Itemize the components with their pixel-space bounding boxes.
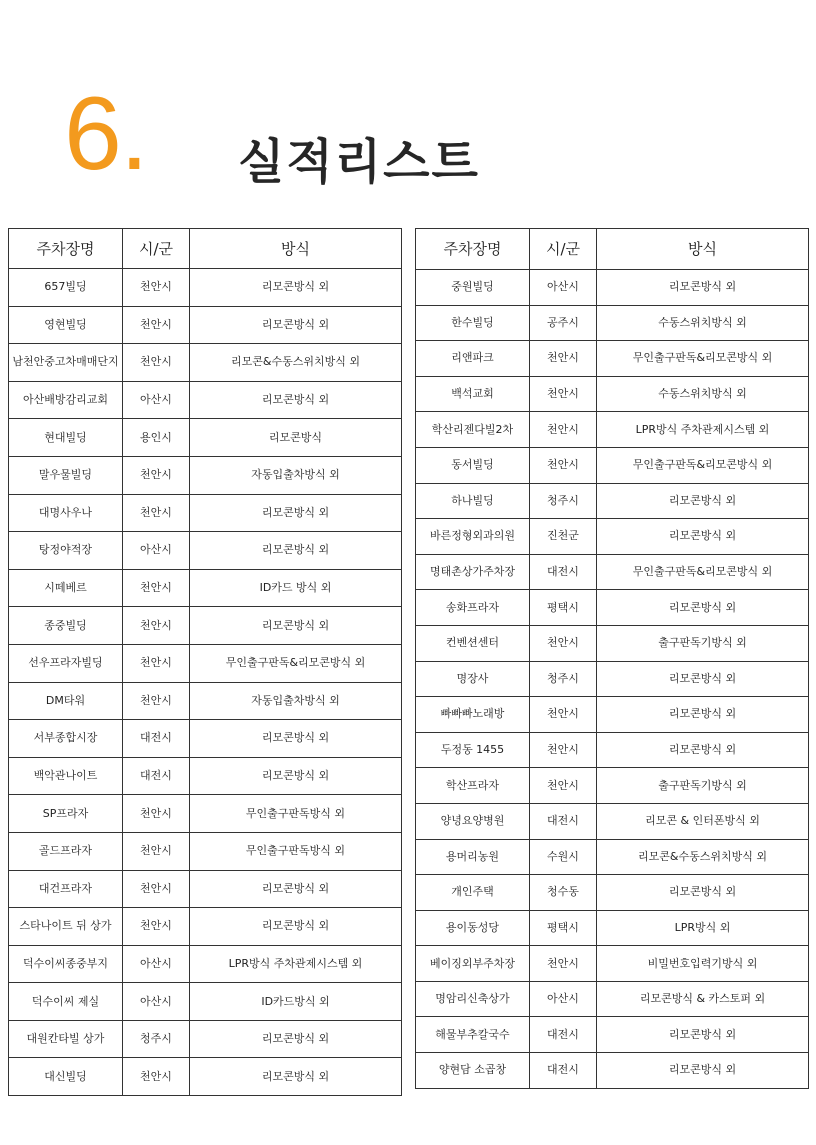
- method-cell: 수동스위치방식 외: [597, 305, 809, 341]
- city-cell: 천안시: [123, 344, 190, 382]
- table-row: [416, 875, 809, 911]
- parking-name-cell: 한수빌딩: [416, 305, 530, 341]
- city-cell: 청주시: [530, 483, 597, 519]
- table-row: [9, 682, 402, 720]
- method-cell: 리모콘방식 외: [597, 661, 809, 697]
- parking-name-cell: 용머리농원: [416, 839, 530, 875]
- city-cell: 천안시: [530, 768, 597, 804]
- method-cell: 리모콘방식 외: [597, 590, 809, 626]
- parking-name-cell: 대명사우나: [9, 494, 123, 532]
- city-cell: 천안시: [530, 447, 597, 483]
- table-row: [9, 607, 402, 645]
- header-row: [9, 229, 402, 269]
- table-row: [416, 519, 809, 555]
- table-row: [9, 795, 402, 833]
- parking-name-cell: 덕수이씨 제실: [9, 983, 123, 1021]
- parking-name-cell: 대신빌딩: [9, 1058, 123, 1096]
- method-cell: 리모콘방식 외: [190, 1058, 402, 1096]
- table-row: [416, 341, 809, 377]
- method-cell: 비밀번호입력기방식 외: [597, 946, 809, 982]
- parking-name-cell: 현대빌딩: [9, 419, 123, 457]
- city-cell: 천안시: [530, 341, 597, 377]
- parking-name-cell: 백석교회: [416, 376, 530, 412]
- method-cell: 무인출구판독방식 외: [190, 795, 402, 833]
- city-cell: 진천군: [530, 519, 597, 555]
- city-cell: 천안시: [530, 732, 597, 768]
- header-city: 시/군: [530, 229, 597, 270]
- method-cell: ID카드 방식 외: [190, 569, 402, 607]
- city-cell: 평택시: [530, 590, 597, 626]
- method-cell: 리모콘&수동스위치방식 외: [190, 344, 402, 382]
- method-cell: LPR방식 외: [597, 910, 809, 946]
- table-row: [9, 832, 402, 870]
- method-cell: 리모콘방식 외: [597, 1017, 809, 1053]
- method-cell: 리모콘방식 외: [190, 532, 402, 570]
- parking-name-cell: 송화프라자: [416, 590, 530, 626]
- table-row: [416, 625, 809, 661]
- city-cell: 천안시: [530, 625, 597, 661]
- table-row: [9, 344, 402, 382]
- method-cell: 리모콘방식 외: [190, 757, 402, 795]
- parking-name-cell: 덕수이씨종중부지: [9, 945, 123, 983]
- city-cell: 천안시: [123, 644, 190, 682]
- table-row: [416, 412, 809, 448]
- parking-name-cell: 종중빌딩: [9, 607, 123, 645]
- city-cell: 천안시: [123, 1058, 190, 1096]
- method-cell: 출구판독기방식 외: [597, 625, 809, 661]
- table-row: [416, 697, 809, 733]
- city-cell: 수원시: [530, 839, 597, 875]
- city-cell: 대전시: [123, 757, 190, 795]
- parking-name-cell: SP프라자: [9, 795, 123, 833]
- parking-name-cell: 대건프라자: [9, 870, 123, 908]
- table-row: [416, 661, 809, 697]
- table-row: [416, 768, 809, 804]
- method-cell: 무인출구판독&리모콘방식 외: [597, 341, 809, 377]
- method-cell: 무인출구판독&리모콘방식 외: [597, 447, 809, 483]
- method-cell: 출구판독기방식 외: [597, 768, 809, 804]
- parking-name-cell: 영현빌딩: [9, 306, 123, 344]
- method-cell: 리모콘방식 외: [597, 697, 809, 733]
- parking-name-cell: 두정동 1455: [416, 732, 530, 768]
- parking-name-cell: 시떼베르: [9, 569, 123, 607]
- header-city: 시/군: [123, 229, 190, 269]
- parking-name-cell: 서부종합시장: [9, 720, 123, 758]
- parking-name-cell: 말우물빌딩: [9, 456, 123, 494]
- method-cell: 자동입출차방식 외: [190, 456, 402, 494]
- method-cell: 무인출구판독&리모콘방식 외: [190, 644, 402, 682]
- table-row: [9, 306, 402, 344]
- table-row: [9, 569, 402, 607]
- table-row: [416, 910, 809, 946]
- table-row: [9, 644, 402, 682]
- parking-name-cell: 바른정형외과의원: [416, 519, 530, 555]
- city-cell: 천안시: [530, 412, 597, 448]
- city-cell: 용인시: [123, 419, 190, 457]
- city-cell: 천안시: [123, 569, 190, 607]
- parking-name-cell: 남천안중고차매매단지: [9, 344, 123, 382]
- table-row: [416, 732, 809, 768]
- table-row: [416, 447, 809, 483]
- table-row: [9, 1020, 402, 1058]
- method-cell: 리모콘방식 외: [597, 732, 809, 768]
- city-cell: 아산시: [123, 381, 190, 419]
- parking-name-cell: 대원칸타빌 상가: [9, 1020, 123, 1058]
- city-cell: 대전시: [530, 1053, 597, 1089]
- method-cell: 리모콘방식: [190, 419, 402, 457]
- city-cell: 천안시: [123, 494, 190, 532]
- method-cell: 리모콘&수동스위치방식 외: [597, 839, 809, 875]
- method-cell: 무인출구판독&리모콘방식 외: [597, 554, 809, 590]
- city-cell: 평택시: [530, 910, 597, 946]
- city-cell: 청주시: [530, 661, 597, 697]
- city-cell: 천안시: [530, 946, 597, 982]
- method-cell: 리모콘방식 외: [190, 870, 402, 908]
- table-row: [9, 757, 402, 795]
- method-cell: 리모콘방식 외: [597, 875, 809, 911]
- parking-name-cell: 657빌딩: [9, 269, 123, 307]
- city-cell: 천안시: [123, 456, 190, 494]
- parking-name-cell: 베이징외부주차장: [416, 946, 530, 982]
- method-cell: 리모콘방식 외: [190, 908, 402, 946]
- parking-name-cell: 골드프라자: [9, 832, 123, 870]
- table-row: [9, 945, 402, 983]
- table-row: [9, 269, 402, 307]
- header-parking-name: 주차장명: [416, 229, 530, 270]
- method-cell: 리모콘방식 외: [597, 1053, 809, 1089]
- parking-name-cell: 양현담 소곱창: [416, 1053, 530, 1089]
- method-cell: LPR방식 주차관제시스템 외: [597, 412, 809, 448]
- city-cell: 대전시: [123, 720, 190, 758]
- parking-name-cell: 빠빠빠노래방: [416, 697, 530, 733]
- parking-name-cell: 명태촌상가주차장: [416, 554, 530, 590]
- table-row: [416, 1053, 809, 1089]
- method-cell: 리모콘방식 외: [597, 519, 809, 555]
- method-cell: 수동스위치방식 외: [597, 376, 809, 412]
- header-method: 방식: [190, 229, 402, 269]
- header-row: [416, 229, 809, 270]
- header-parking-name: 주차장명: [9, 229, 123, 269]
- city-cell: 청수동: [530, 875, 597, 911]
- method-cell: 자동입출차방식 외: [190, 682, 402, 720]
- city-cell: 천안시: [123, 306, 190, 344]
- parking-name-cell: 용이동성당: [416, 910, 530, 946]
- city-cell: 아산시: [123, 532, 190, 570]
- method-cell: 리모콘방식 외: [190, 381, 402, 419]
- method-cell: 리모콘방식 외: [190, 306, 402, 344]
- table-row: [9, 419, 402, 457]
- city-cell: 천안시: [123, 832, 190, 870]
- city-cell: 아산시: [123, 983, 190, 1021]
- table-row: [416, 803, 809, 839]
- method-cell: 리모콘방식 외: [190, 607, 402, 645]
- parking-name-cell: 중원빌딩: [416, 270, 530, 306]
- parking-name-cell: 명장사: [416, 661, 530, 697]
- method-cell: 무인출구판독방식 외: [190, 832, 402, 870]
- header-method: 방식: [597, 229, 809, 270]
- parking-name-cell: 리앤파크: [416, 341, 530, 377]
- method-cell: 리모콘 & 인터폰방식 외: [597, 803, 809, 839]
- parking-name-cell: 개인주택: [416, 875, 530, 911]
- parking-name-cell: 학산리젠다빌2차: [416, 412, 530, 448]
- city-cell: 아산시: [123, 945, 190, 983]
- table-row: [416, 981, 809, 1017]
- page-title: 실적리스트: [238, 134, 480, 190]
- parking-name-cell: 하나빌딩: [416, 483, 530, 519]
- city-cell: 대전시: [530, 1017, 597, 1053]
- city-cell: 천안시: [123, 795, 190, 833]
- table-row: [9, 983, 402, 1021]
- table-row: [9, 456, 402, 494]
- city-cell: 대전시: [530, 554, 597, 590]
- table-row: [9, 870, 402, 908]
- results-table-left: [8, 228, 402, 1096]
- method-cell: 리모콘방식 외: [190, 494, 402, 532]
- table-row: [416, 376, 809, 412]
- parking-name-cell: 동서빌딩: [416, 447, 530, 483]
- parking-name-cell: 스타나이트 뒤 상가: [9, 908, 123, 946]
- table-row: [416, 270, 809, 306]
- city-cell: 대전시: [530, 803, 597, 839]
- section-number: 6.: [64, 76, 147, 192]
- parking-name-cell: 백악관나이트: [9, 757, 123, 795]
- city-cell: 천안시: [123, 269, 190, 307]
- table-row: [9, 494, 402, 532]
- parking-name-cell: 아산배방감리교회: [9, 381, 123, 419]
- parking-name-cell: 명암리신축상가: [416, 981, 530, 1017]
- method-cell: 리모콘방식 외: [597, 483, 809, 519]
- city-cell: 천안시: [530, 697, 597, 733]
- city-cell: 천안시: [530, 376, 597, 412]
- method-cell: 리모콘방식 외: [190, 1020, 402, 1058]
- table-row: [416, 554, 809, 590]
- parking-name-cell: 양녕요양병원: [416, 803, 530, 839]
- table-row: [9, 532, 402, 570]
- table-row: [416, 946, 809, 982]
- table-row: [9, 381, 402, 419]
- table-row: [416, 590, 809, 626]
- parking-name-cell: 해물부추칼국수: [416, 1017, 530, 1053]
- method-cell: LPR방식 주차관제시스템 외: [190, 945, 402, 983]
- table-row: [9, 720, 402, 758]
- method-cell: 리모콘방식 외: [190, 269, 402, 307]
- method-cell: ID카드방식 외: [190, 983, 402, 1021]
- table-row: [416, 839, 809, 875]
- method-cell: 리모콘방식 외: [190, 720, 402, 758]
- city-cell: 천안시: [123, 682, 190, 720]
- city-cell: 천안시: [123, 870, 190, 908]
- method-cell: 리모콘방식 & 카스토퍼 외: [597, 981, 809, 1017]
- parking-name-cell: 선우프라자빌딩: [9, 644, 123, 682]
- city-cell: 공주시: [530, 305, 597, 341]
- city-cell: 천안시: [123, 908, 190, 946]
- city-cell: 아산시: [530, 270, 597, 306]
- results-table-right: [415, 228, 809, 1089]
- parking-name-cell: DM타워: [9, 682, 123, 720]
- city-cell: 천안시: [123, 607, 190, 645]
- table-row: [416, 305, 809, 341]
- table-row: [9, 908, 402, 946]
- method-cell: 리모콘방식 외: [597, 270, 809, 306]
- table-row: [416, 483, 809, 519]
- city-cell: 청주시: [123, 1020, 190, 1058]
- parking-name-cell: 탕정야적장: [9, 532, 123, 570]
- parking-name-cell: 컨벤션센터: [416, 625, 530, 661]
- table-row: [416, 1017, 809, 1053]
- table-row: [9, 1058, 402, 1096]
- city-cell: 아산시: [530, 981, 597, 1017]
- parking-name-cell: 학산프라자: [416, 768, 530, 804]
